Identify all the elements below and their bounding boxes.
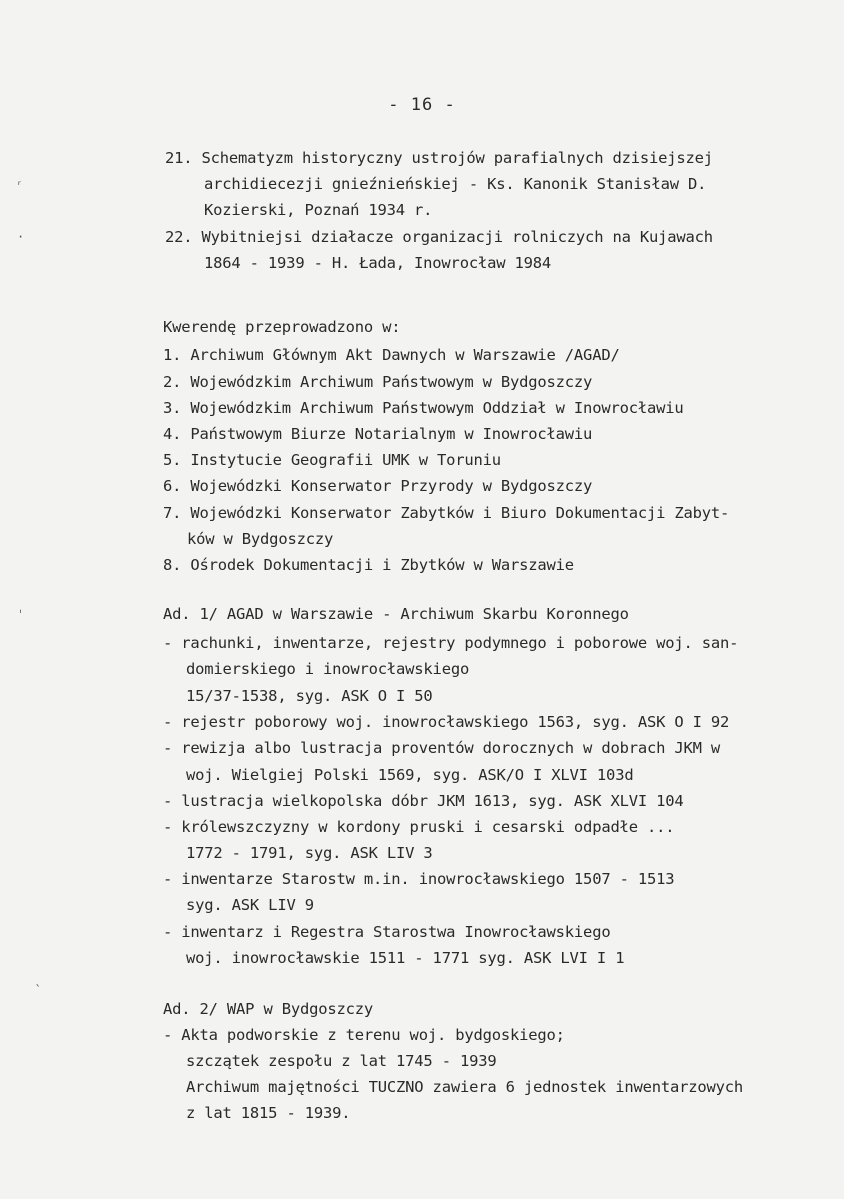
ad1-line: 1772 - 1791, syg. ASK LIV 3 xyxy=(186,844,433,862)
ad2-line: z lat 1815 - 1939. xyxy=(186,1104,351,1122)
ad1-line: - rewizja albo lustracja proventów dorocznych w dobrach JKM w xyxy=(163,739,721,757)
bibliography-line: archidiecezji gnieźnieńskiej - Ks. Kanonik Stanisław D. xyxy=(204,175,707,193)
ad2-line: Archiwum majętności TUCZNO zawiera 6 jednostek inwentarzowych xyxy=(186,1078,744,1096)
bibliography-line: 21. Schematyzm historyczny ustrojów parafialnych dzisiejszej xyxy=(165,149,713,167)
institution-item: 8. Ośrodek Dokumentacji i Zbytków w Warszawie xyxy=(163,556,574,574)
ad1-line: - rachunki, inwentarze, rejestry podymnego i poborowe woj. san- xyxy=(163,634,739,652)
institution-item: 3. Wojewódzkim Archiwum Państwowym Oddział w Inowrocławiu xyxy=(163,399,684,417)
ad1-line: 15/37-1538, syg. ASK O I 50 xyxy=(186,687,433,705)
ad2-line: szczątek zespołu z lat 1745 - 1939 xyxy=(186,1052,497,1070)
ad1-line: syg. ASK LIV 9 xyxy=(186,896,314,914)
institution-item: 7. Wojewódzki Konserwator Zabytków i Biuro Dokumentacji Zabyt- xyxy=(163,504,730,522)
ad1-line: - królewszczyzny w kordony pruski i cesarski odpadłe ... xyxy=(163,818,675,836)
ad1-line: woj. Wielgiej Polski 1569, syg. ASK/O I XLVI 103d xyxy=(186,766,634,784)
margin-mark: ˌ xyxy=(17,600,25,614)
ad1-heading: Ad. 1/ AGAD w Warszawie - Archiwum Skarbu Koronnego xyxy=(163,605,629,623)
institution-item: 4. Państwowym Biurze Notarialnym w Inowrocławiu xyxy=(163,425,593,443)
ad2-line: - Akta podworskie z terenu woj. bydgoskiego; xyxy=(163,1026,565,1044)
query-heading: Kwerendę przeprowadzono w: xyxy=(163,318,401,336)
ad1-line: - lustracja wielkopolska dóbr JKM 1613, syg. ASK XLVI 104 xyxy=(163,792,684,810)
margin-mark: · xyxy=(17,230,25,244)
ad1-line: - inwentarze Starostw m.in. inowrocławskiego 1507 - 1513 xyxy=(163,870,675,888)
bibliography-line: 1864 - 1939 - H. Łada, Inowrocław 1984 xyxy=(204,254,552,272)
institution-item: ków w Bydgoszczy xyxy=(187,530,334,548)
institution-item: 2. Wojewódzkim Archiwum Państwowym w Bydgoszczy xyxy=(163,373,593,391)
institution-item: 1. Archiwum Głównym Akt Dawnych w Warszawie /AGAD/ xyxy=(163,346,620,364)
bibliography-line: 22. Wybitniejsi działacze organizacji rolniczych na Kujawach xyxy=(165,228,713,246)
margin-mark: ˎ xyxy=(34,972,42,986)
margin-mark: ʳ xyxy=(16,178,24,192)
ad1-line: domierskiego i inowrocławskiego xyxy=(186,660,470,678)
ad1-line: woj. inowrocławskie 1511 - 1771 syg. ASK LVI I 1 xyxy=(186,949,625,967)
page-number: - 16 - xyxy=(388,95,456,115)
institution-item: 6. Wojewódzki Konserwator Przyrody w Bydgoszczy xyxy=(163,477,593,495)
institution-item: 5. Instytucie Geografii UMK w Toruniu xyxy=(163,451,501,469)
ad1-line: - inwentarz i Regestra Starostwa Inowrocławskiego xyxy=(163,923,611,941)
bibliography-line: Kozierski, Poznań 1934 r. xyxy=(204,201,433,219)
ad2-heading: Ad. 2/ WAP w Bydgoszczy xyxy=(163,1000,374,1018)
ad1-line: - rejestr poborowy woj. inowrocławskiego 1563, syg. ASK O I 92 xyxy=(163,713,730,731)
